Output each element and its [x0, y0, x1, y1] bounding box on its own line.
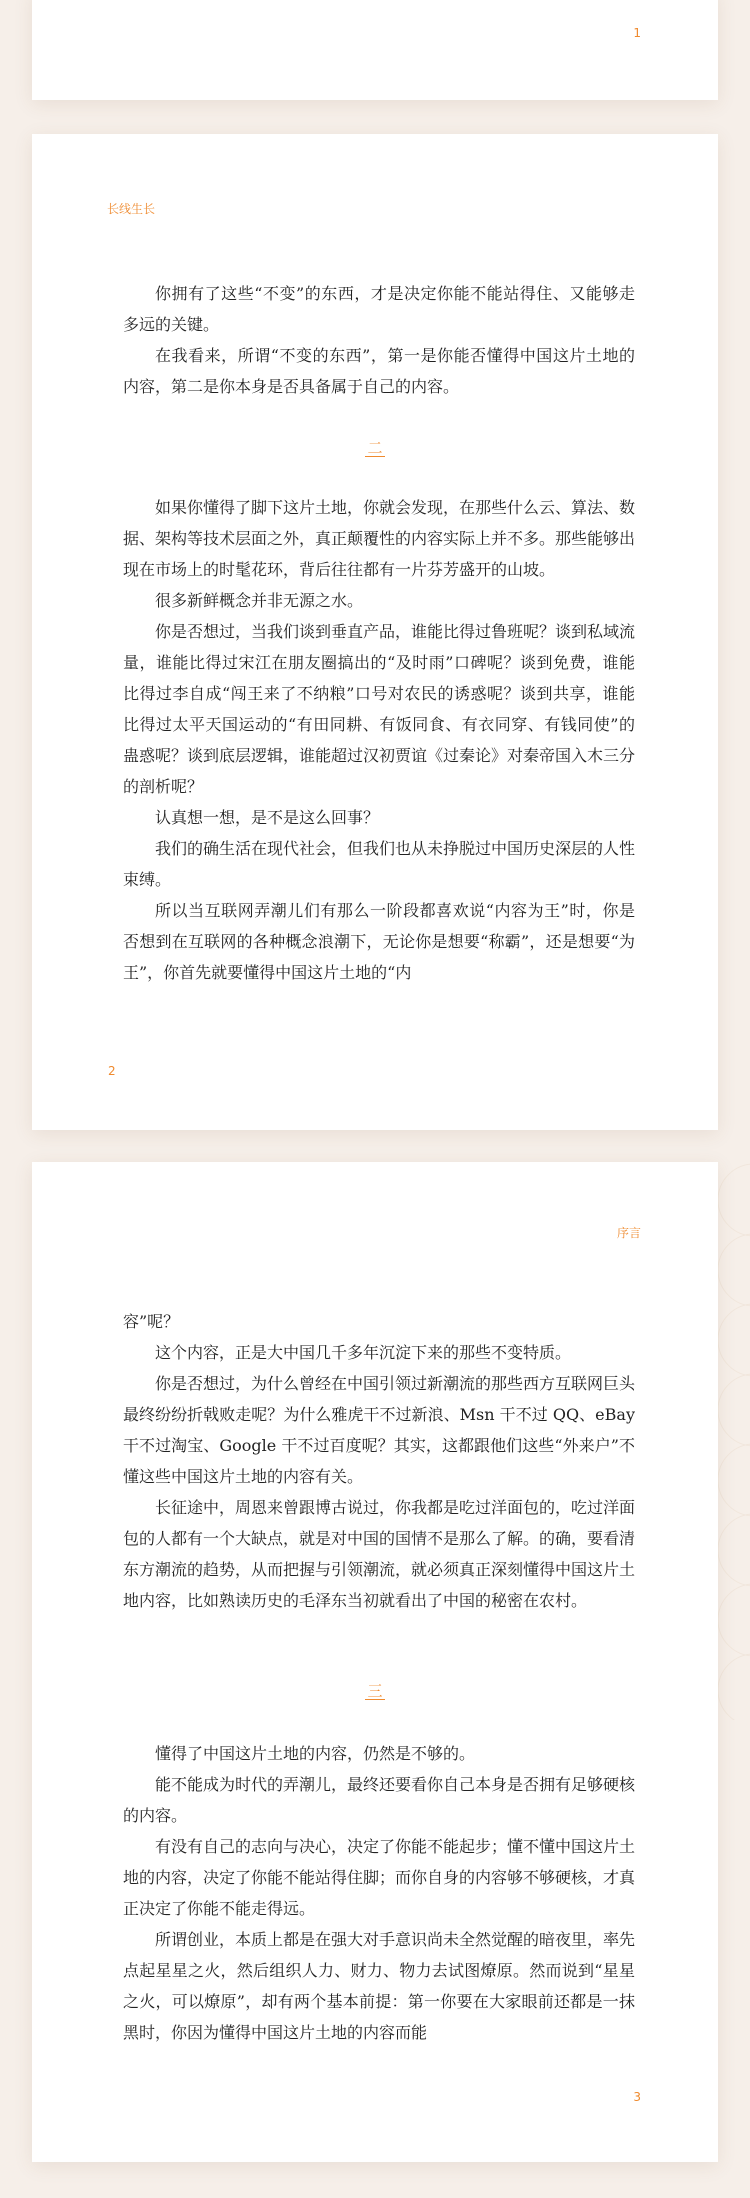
section-number-text: 二 — [367, 439, 383, 457]
section-number-text: 三 — [367, 1682, 383, 1700]
page-number: 1 — [633, 26, 641, 40]
running-head: 序言 — [616, 1226, 641, 1240]
paragraph: 长征途中，周恩来曾跟博古说过，你我都是吃过洋面包的，吃过洋面包的人都有一个大缺点，就是对中国的国情不是那么了解。的确，要看清东方潮流的趋势，从而把握与引领潮流，就必须真正深刻懂得中国这片土地内容，比如熟读历史的毛泽东当初就看出了中国的秘密在农村。 — [123, 1498, 636, 1610]
paragraph: 能不能成为时代的弄潮儿，最终还要看你自己本身是否拥有足够硬核的内容。 — [123, 1775, 636, 1825]
text-block — [123, 278, 635, 402]
paragraph: 你拥有了这些“不变”的东西，才是决定你能不能站得住、又能够走多远的关键。 — [123, 284, 635, 334]
paragraph: 我们的确生活在现代社会，但我们也从未挣脱过中国历史深层的人性束缚。 — [123, 839, 636, 889]
section-number — [32, 439, 718, 457]
paragraph: 这个内容，正是大中国几千多年沉淀下来的那些不变特质。 — [155, 1343, 572, 1362]
book-page-1 — [32, 0, 718, 100]
paragraph: 容”呢？ — [123, 1312, 180, 1331]
page-number: 3 — [633, 2090, 641, 2104]
page-number: 2 — [108, 1064, 116, 1078]
text-block — [123, 1306, 635, 1616]
paragraph: 懂得了中国这片土地的内容，仍然是不够的。 — [155, 1744, 476, 1763]
section-number — [32, 1682, 718, 1700]
book-page-3 — [32, 1162, 718, 2162]
paragraph: 认真想一想，是不是这么回事？ — [155, 808, 380, 827]
paragraph: 你是否想过，当我们谈到垂直产品，谁能比得过鲁班呢？谈到私域流量，谁能比得过宋江在朋友圈搞出的“及时雨”口碑呢？谈到免费，谁能比得过李自成“闯王来了不纳粮”口号对农民的诱惑呢？谈到共享，谁能比得过太平天国运动的“有田同耕、有饭同食、有衣同穿、有钱同使”的蛊惑呢？谈到底层逻辑，谁能超过汉初贾谊《过秦论》对秦帝国入木三分的剖析呢？ — [123, 622, 636, 796]
book-page-2 — [32, 134, 718, 1130]
running-head: 长线生长 — [107, 202, 156, 216]
paragraph: 很多新鲜概念并非无源之水。 — [155, 591, 364, 610]
text-block — [123, 1738, 635, 2048]
paragraph: 所谓创业，本质上都是在强大对手意识尚未全然觉醒的暗夜里，率先点起星星之火，然后组织人力、财力、物力去试图燎原。然而说到“星星之火，可以燎原”，却有两个基本前提：第一你要在大家眼前还都是一抹黑时，你因为懂得中国这片土地的内容而能 — [123, 1930, 636, 2042]
paragraph: 所以当互联网弄潮儿们有那么一阶段都喜欢说“内容为王”时，你是否想到在互联网的各种概念浪潮下，无论你是想要“称霸”，还是想要“为王”，你首先就要懂得中国这片土地的“内 — [123, 901, 635, 982]
paragraph: 在我看来，所谓“不变的东西”，第一是你能否懂得中国这片土地的内容，第二是你本身是否具备属于自己的内容。 — [123, 346, 635, 396]
paragraph: 有没有自己的志向与决心，决定了你能不能起步；懂不懂中国这片土地的内容，决定了你能不能站得住脚；而你自身的内容够不够硬核，才真正决定了你能不能走得远。 — [123, 1837, 636, 1918]
text-block — [123, 492, 635, 988]
paragraph: 如果你懂得了脚下这片土地，你就会发现，在那些什么云、算法、数据、架构等技术层面之外，真正颠覆性的内容实际上并不多。那些能够出现在市场上的时髦花环，背后往往都有一片芬芳盛开的山坡。 — [123, 498, 636, 579]
paragraph: 你是否想过，为什么曾经在中国引领过新潮流的那些西方互联网巨头最终纷纷折戟败走呢？为什么雅虎干不过新浪、Msn 干不过 QQ、eBay 干不过淘宝、Google 干不过百度呢？其实，这都跟他们这些“外来户”不懂这些中国这片土地的内容有关。 — [123, 1374, 636, 1486]
